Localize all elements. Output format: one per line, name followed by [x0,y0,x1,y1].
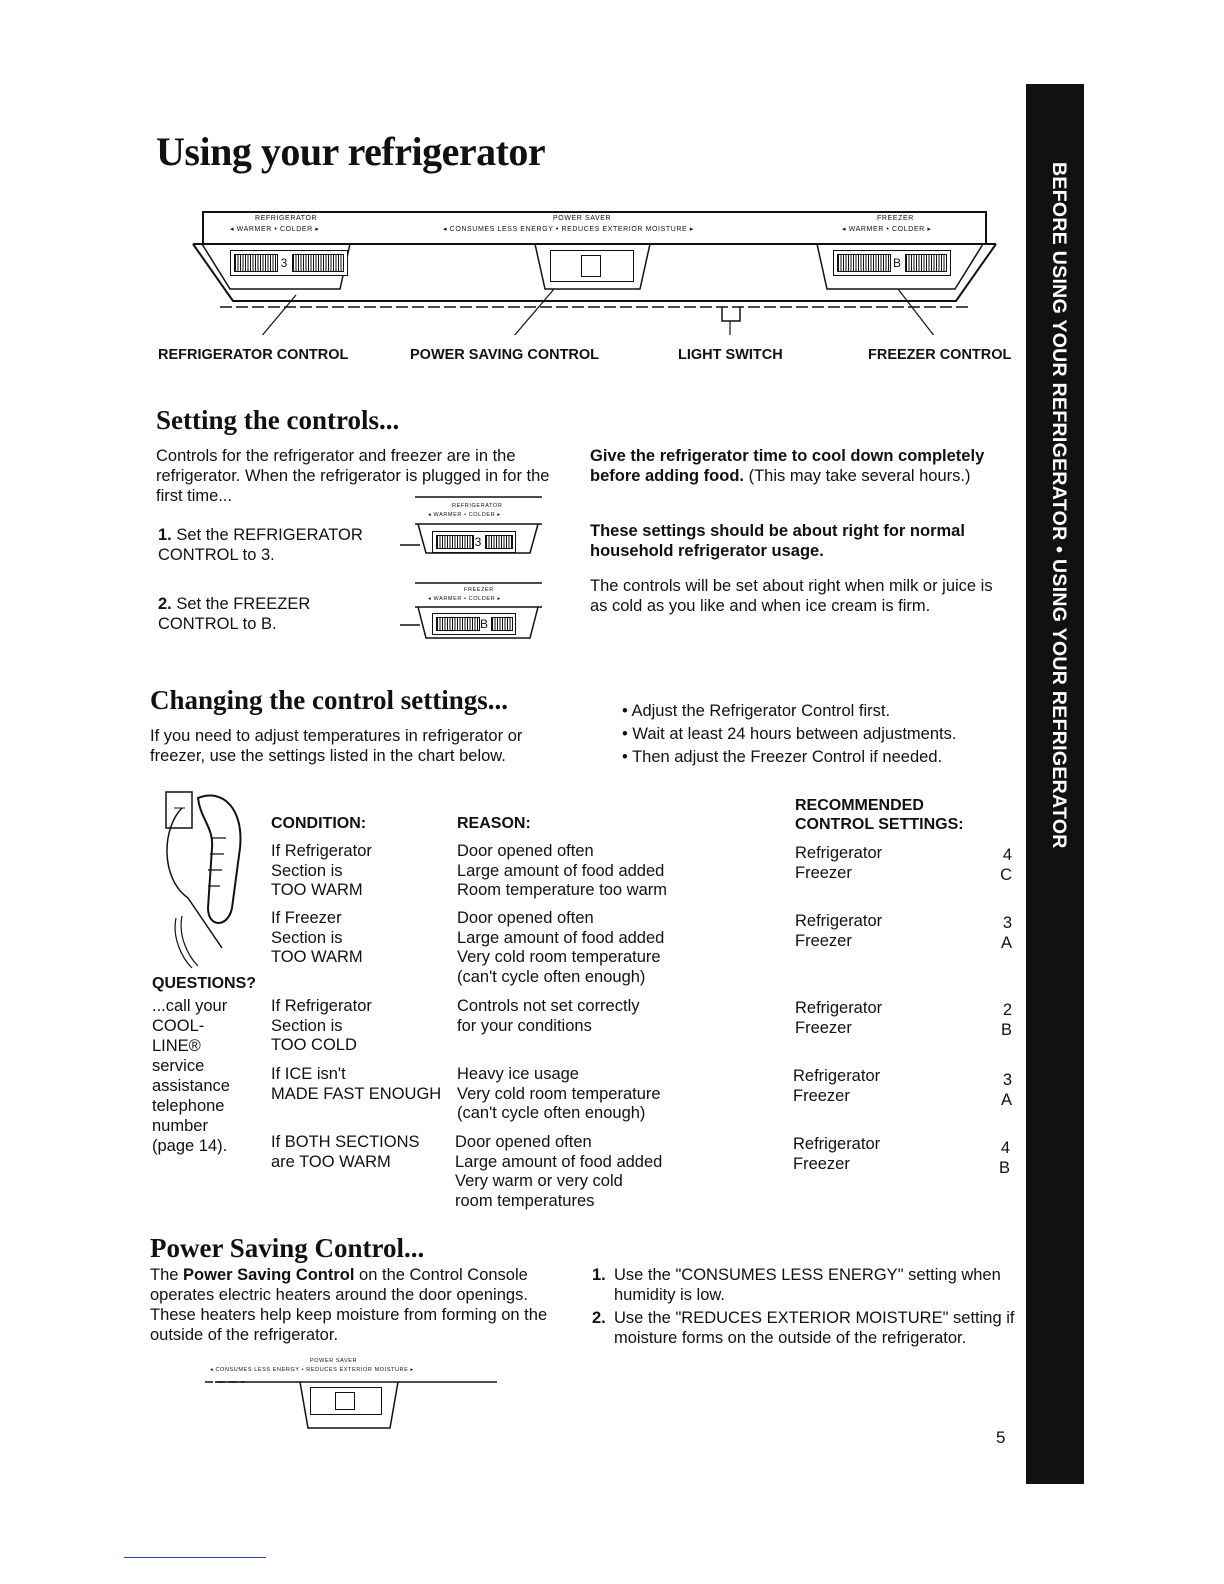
row1-value-ref: 4 [1002,846,1012,864]
row5-condition-2: are TOO WARM [271,1152,391,1171]
row2-value-frz: A [1000,933,1012,952]
freezer-control-value: B [892,256,901,270]
row4-label-ref: Refrigerator [793,1067,881,1085]
power-item-1-text: Use the "CONSUMES LESS ENERGY" setting when humidity is low. [614,1266,1001,1304]
row3-condition-1: If Refrigerator [271,997,372,1015]
mini-frz-value: B [479,617,488,631]
page-title: Using your refrigerator [156,129,546,174]
setting-right-bold-1: Give the refrigerator time to cool down completely before adding food. [590,447,985,485]
callout-power-saving-control: POWER SAVING CONTROL [410,347,600,363]
callout-freezer-control: FREEZER CONTROL [868,347,1012,363]
row3-value-frz: B [1000,1020,1012,1039]
power-item-2-number: 2. [592,1309,606,1327]
mini-ref-label: REFRIGERATOR [452,503,503,509]
row1-reason-2: Large amount of food added [457,861,665,880]
row3-reason-2: for your conditions [457,1016,592,1035]
row1-value-frz: C [1000,865,1012,884]
row1-reason-1: Door opened often [457,842,594,860]
row4-value-ref: 3 [1002,1071,1012,1089]
row2-reason-3: Very cold room temperature [457,948,661,966]
refrigerator-control-value: 3 [280,256,288,270]
power-text-post: on the Control Console operates electric heaters around the door openings. These heaters help keep moisture from forming on the outside of the refrigerator. [150,1266,548,1344]
mini-frz-label: FREEZER [464,587,494,593]
col-recommended-1: RECOMMENDED [795,797,924,814]
mini-ref-value: 3 [474,535,482,549]
questions-text: ...call your COOL-LINE® service assistance telephone number (page 14). [152,997,230,1155]
mini-freezer-slider [432,613,516,635]
power-text-pre: The [150,1266,184,1284]
row1-condition-2: Section is [271,861,343,880]
changing-bullet-2: • Wait at least 24 hours between adjustments. [622,725,957,743]
col-recommended-2: CONTROL SETTINGS: [795,816,964,833]
frz-panel-scale: ◂ WARMER • COLDER ▸ [842,226,932,233]
row2-label-frz: Freezer [795,931,852,950]
changing-bullets [622,700,1022,769]
power-item-1 [592,1265,1017,1305]
row5-reason-4: room temperatures [455,1191,595,1210]
row3-condition-2: Section is [271,1016,343,1035]
changing-heading: Changing the control settings... [150,685,509,715]
power-item-1-number: 1. [592,1266,606,1284]
row2-condition-2: Section is [271,928,343,947]
row4-condition-1: If ICE isn't [271,1065,346,1083]
row2-value-ref: 3 [1002,914,1012,932]
row5-label-frz: Freezer [793,1154,850,1173]
row4-condition-2: MADE FAST ENOUGH [271,1084,442,1103]
row2-reason-2: Large amount of food added [457,928,665,947]
freezer-control-slider[interactable] [833,250,951,276]
callout-light-switch: LIGHT SWITCH [678,347,783,363]
step-1-text: Set the REFRIGERATOR CONTROL to 3. [158,526,363,564]
row1-label-frz: Freezer [795,863,852,882]
row3-label-ref: Refrigerator [795,999,883,1017]
page-number: 5 [996,1428,1006,1447]
setting-right-rest-1: (This may take several hours.) [744,467,971,485]
power-panel-label: POWER SAVER [553,215,612,222]
setting-right-para-1 [590,446,1010,486]
power-item-2-text: Use the "REDUCES EXTERIOR MOISTURE" setting if moisture forms on the outside of the refrigerator. [614,1309,1015,1347]
row5-value-ref: 4 [1000,1139,1010,1157]
row1-condition-3: TOO WARM [271,881,363,899]
row1-condition-1: If Refrigerator [271,842,372,860]
row3-value-ref: 2 [1002,1001,1012,1019]
power-item-2 [592,1308,1017,1348]
row3-label-frz: Freezer [795,1018,852,1037]
row2-label-ref: Refrigerator [795,912,883,930]
ref-panel-label: REFRIGERATOR [255,215,318,222]
refrigerator-control-slider[interactable] [230,250,348,276]
row4-reason-2: Very cold room temperature [457,1084,661,1103]
power-text [150,1265,575,1345]
row2-reason-1: Door opened often [457,909,594,927]
row5-reason-1: Door opened often [455,1133,592,1151]
col-condition: CONDITION: [271,815,367,832]
row1-reason-3: Room temperature too warm [457,881,667,899]
setting-right-para-2: These settings should be about right for normal household refrigerator usage. [590,522,965,560]
control-panel-diagram [150,205,1020,375]
row5-label-ref: Refrigerator [793,1135,881,1153]
row5-reason-2: Large amount of food added [455,1152,663,1171]
row4-value-frz: A [1000,1090,1012,1109]
setting-right-para-3: The controls will be set about right when milk or juice is as cold as you like and when ice cream is firm. [590,577,993,615]
row3-reason-1: Controls not set correctly [457,997,640,1015]
footnote-rule [124,1557,266,1558]
row2-condition-1: If Freezer [271,909,342,927]
questions-heading: QUESTIONS? [152,975,257,992]
mini-refrigerator-slider [432,531,516,553]
setting-intro: Controls for the refrigerator and freezer are in the refrigerator. When the refrigerator is plugged in for the first time... [156,447,550,505]
row5-reason-3: Very warm or very cold [455,1172,623,1190]
power-heading: Power Saving Control... [150,1233,425,1263]
col-reason: REASON: [457,815,531,832]
row2-reason-4: (can't cycle often enough) [457,967,646,986]
row4-label-frz: Freezer [793,1086,850,1105]
row2-condition-3: TOO WARM [271,948,363,966]
mini-power-label: POWER SAVER [310,1358,358,1364]
callout-refrigerator-control: REFRIGERATOR CONTROL [158,347,349,363]
mini-frz-scale: ◂ WARMER • COLDER ▸ [428,596,501,602]
row1-label-ref: Refrigerator [795,844,883,862]
row5-value-frz: B [998,1158,1010,1177]
mini-power-switch [310,1387,382,1415]
row4-reason-1: Heavy ice usage [457,1065,579,1083]
changing-intro: If you need to adjust temperatures in refrigerator or freezer, use the settings listed in the chart below. [150,727,523,765]
side-tab-text: BEFORE USING YOUR REFRIGERATOR • USING YOUR REFRIGERATOR [1048,162,1070,849]
side-tab [1026,84,1084,1484]
step-1 [158,525,368,565]
frz-panel-label: FREEZER [877,215,914,222]
mini-ref-scale: ◂ WARMER • COLDER ▸ [428,512,501,518]
ref-panel-scale: ◂ WARMER • COLDER ▸ [230,226,320,233]
setting-heading: Setting the controls... [156,405,400,435]
row5-condition-1: If BOTH SECTIONS [271,1133,420,1151]
step-2-number: 2. [158,595,172,613]
step-2-text: Set the FREEZER CONTROL to B. [158,595,311,633]
power-saving-switch[interactable] [550,250,634,282]
step-2 [158,594,368,634]
changing-bullet-3: • Then adjust the Freezer Control if needed. [622,748,943,766]
step-1-number: 1. [158,526,172,544]
row3-condition-3: TOO COLD [271,1036,357,1054]
row4-reason-3: (can't cycle often enough) [457,1104,646,1122]
telephone-illustration [152,788,262,978]
power-panel-scale: ◂ CONSUMES LESS ENERGY • REDUCES EXTERIOR MOISTURE ▸ [443,226,694,233]
power-text-bold: Power Saving Control [183,1266,355,1284]
changing-bullet-1: • Adjust the Refrigerator Control first. [622,702,891,720]
mini-power-scale: ◂ CONSUMES LESS ENERGY • REDUCES EXTERIOR MOISTURE ▸ [210,1367,414,1373]
